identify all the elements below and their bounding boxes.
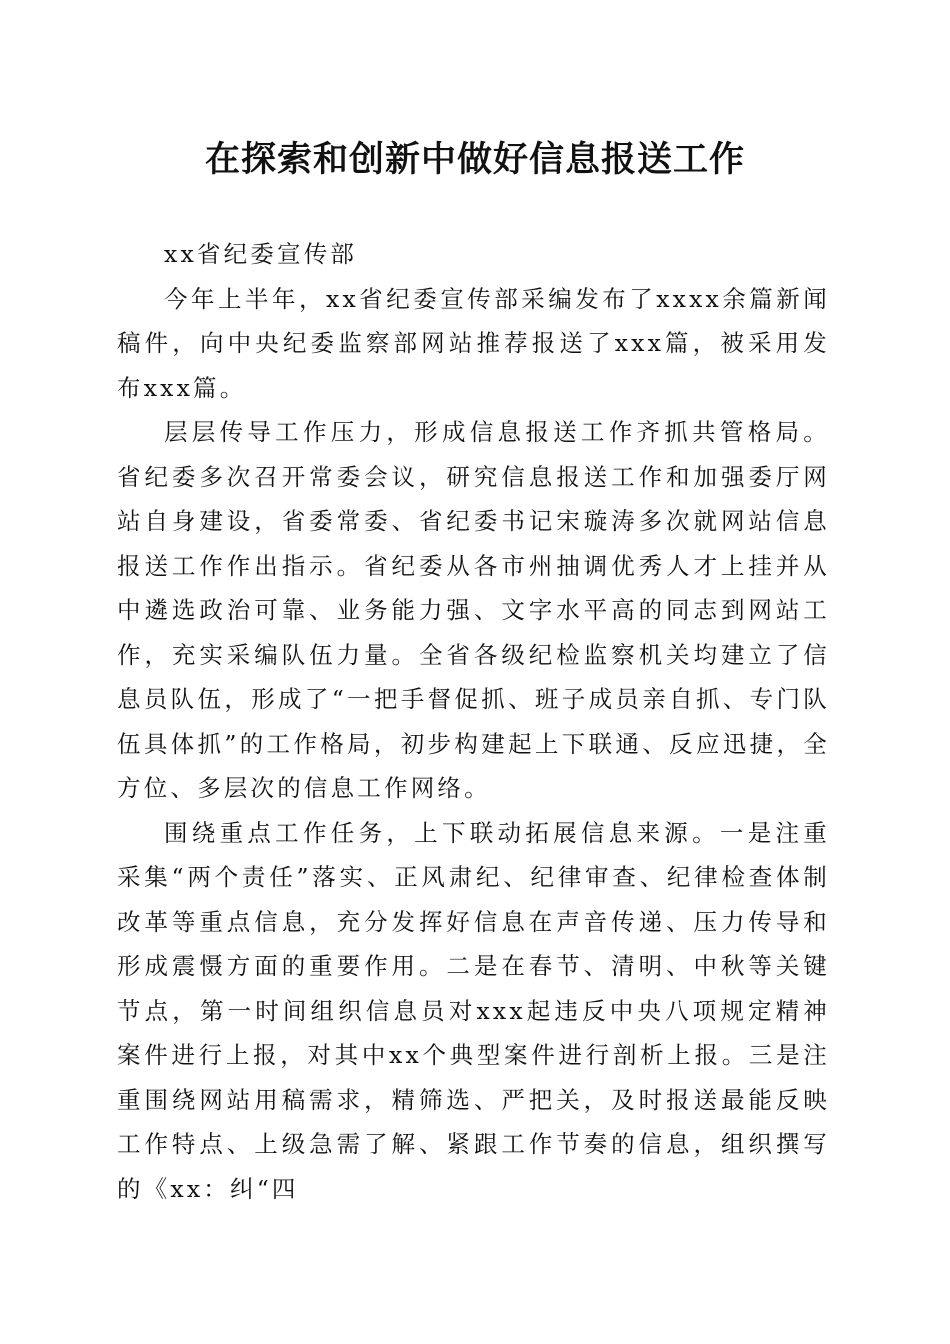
paragraph-key-tasks: 围绕重点工作任务，上下联动拓展信息来源。一是注重采集“两个责任”落实、正风肃纪、纪律审查、纪律检查体制改革等重点信息，充分发挥好信息在声音传递、压力传导和形成震慑方面的重要作用。二是在春节、清明、中秋等关键节点，第一时间组织信息员对xxx起违反中央八项规定精神案件进行上报，对其中xx个典型案件进行剖析上报。三是注重围绕网站用稿需求，精筛选、严把关，及时报送最能反映工作特点、上级急需了解、紧跟工作节奏的信息，组织撰写的《xx：纠“四: [117, 818, 830, 1203]
paragraph-work-pressure: 层层传导工作压力，形成信息报送工作齐抓共管格局。省纪委多次召开常委会议，研究信息报送工作和加强委厅网站自身建设，省委常委、省纪委书记宋璇涛多次就网站信息报送工作作出指示。省纪委从各市州抽调优秀人才上挂并从中遴选政治可靠、业务能力强、文字水平高的同志到网站工作，充实采编队伍力量。全省各级纪检监察机关均建立了信息员队伍，形成了“一把手督促抓、班子成员亲自抓、专门队伍具体抓”的工作格局，初步构建起上下联通、反应迅捷，全方位、多层次的信息工作网络。: [117, 418, 830, 802]
paragraph-summary: 今年上半年，xx省纪委宣传部采编发布了xxxx余篇新闻稿件，向中央纪委监察部网站推荐报送了xxx篇，被采用发布xxx篇。: [117, 284, 830, 402]
document-body: [117, 232, 830, 1211]
author-line: xx省纪委宣传部: [164, 240, 358, 268]
document-title: 在探索和创新中做好信息报送工作: [204, 139, 745, 180]
